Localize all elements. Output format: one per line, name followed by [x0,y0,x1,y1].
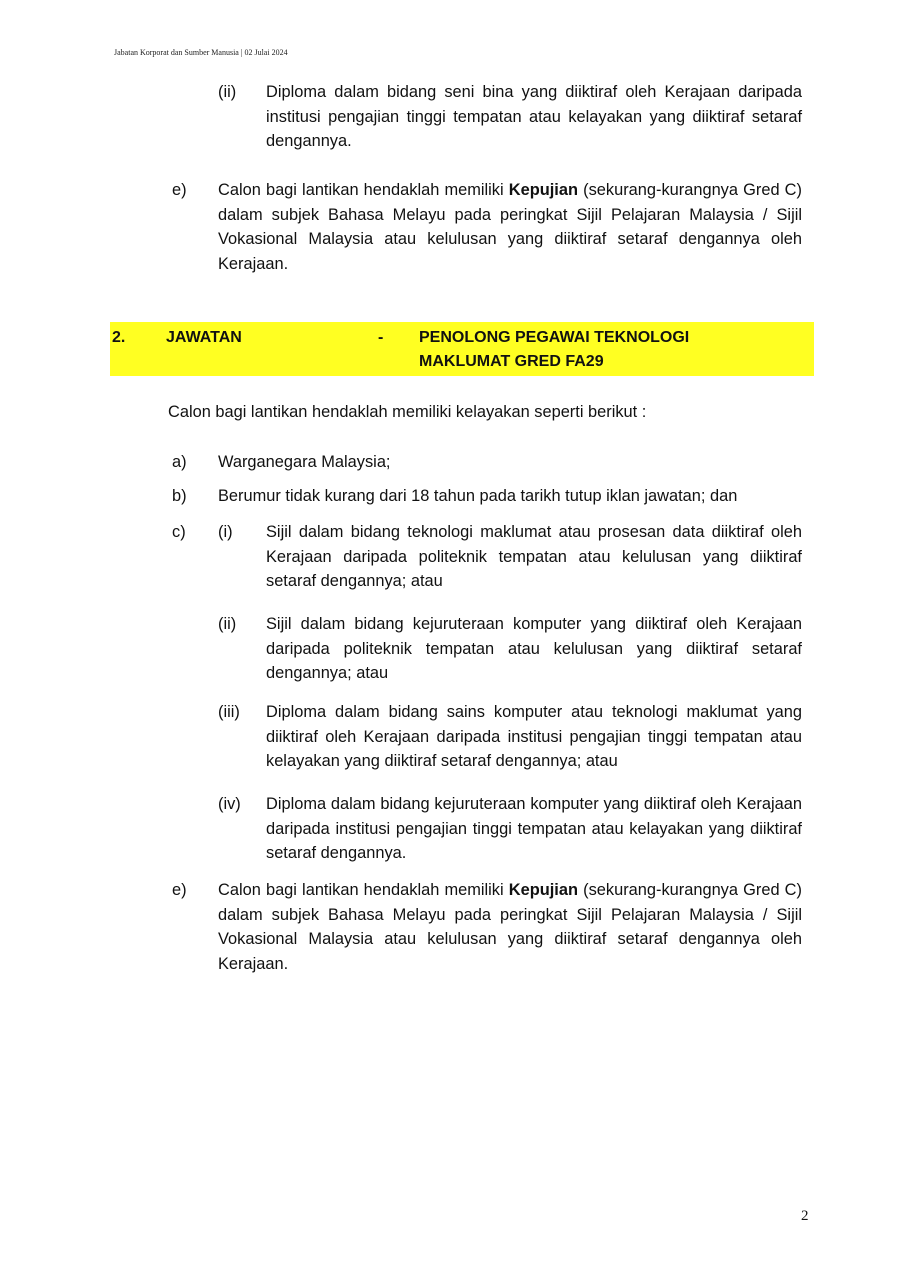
item-e-text: Calon bagi lantikan hendaklah memiliki Kepujian (sekurang-kurangnya Gred C) dalam subjek Bahasa Melayu pada peringkat Sijil Pelajaran Malaysia / Sijil Vokasional Malaysia atau kelulusan yang diiktiraf setaraf dengannya oleh Kerajaan. [218,181,802,273]
item-c-iii-label: (iii) [218,703,240,721]
item-c-label: c) [172,523,186,541]
section-title-line2: MAKLUMAT GRED FA29 [419,353,604,370]
page-number: 2 [801,1208,809,1224]
kepujian-bold: Kepujian [508,181,578,199]
item-ii-label: (ii) [218,83,237,101]
section-dash: - [378,329,384,346]
section-intro: Calon bagi lantikan hendaklah memiliki kelayakan seperti berikut : [168,403,647,421]
item-c-iii-text: Diploma dalam bidang sains komputer atau teknologi maklumat yang diiktiraf oleh Kerajaan daripada institusi pengajian tinggi tempatan atau kelayakan yang diiktiraf setaraf dengannya; atau [266,703,802,770]
item-e2-label: e) [172,881,187,899]
item-b-text: Berumur tidak kurang dari 18 tahun pada tarikh tutup iklan jawatan; dan [218,487,738,505]
item-c-iv-text: Diploma dalam bidang kejuruteraan komputer yang diiktiraf oleh Kerajaan daripada institusi pengajian tinggi tempatan atau kelayakan yang diiktiraf setaraf dengannya. [266,795,802,862]
kepujian-bold-2: Kepujian [508,881,578,899]
item-a-text: Warganegara Malaysia; [218,453,391,471]
document-header: Jabatan Korporat dan Sumber Manusia | 02 Julai 2024 [114,48,288,57]
item-e2-text: Calon bagi lantikan hendaklah memiliki Kepujian (sekurang-kurangnya Gred C) dalam subjek Bahasa Melayu pada peringkat Sijil Pelajaran Malaysia / Sijil Vokasional Malaysia atau kelulusan yang diiktiraf setaraf dengannya oleh Kerajaan. [218,881,802,973]
section-title-line1: PENOLONG PEGAWAI TEKNOLOGI [419,329,690,346]
section-heading: JAWATAN [166,329,242,346]
item-c-ii-text: Sijil dalam bidang kejuruteraan komputer yang diiktiraf oleh Kerajaan daripada politeknik tempatan atau kelulusan yang diiktiraf setaraf dengannya; atau [266,615,802,682]
item-c-i-text: Sijil dalam bidang teknologi maklumat atau prosesan data diiktiraf oleh Kerajaan daripada politeknik tempatan atau kelulusan yang diiktiraf setaraf dengannya; atau [266,523,802,590]
item-ii-text: Diploma dalam bidang seni bina yang diiktiraf oleh Kerajaan daripada institusi pengajian tinggi tempatan atau kelayakan yang diiktiraf setaraf dengannya. [266,83,802,150]
item-c-ii-label: (ii) [218,615,237,633]
item-a-label: a) [172,453,187,471]
item-c-i-label: (i) [218,523,233,541]
item-c-iv-label: (iv) [218,795,241,813]
item-b-label: b) [172,487,187,505]
item-e-label: e) [172,181,187,199]
section-number: 2. [112,329,126,346]
